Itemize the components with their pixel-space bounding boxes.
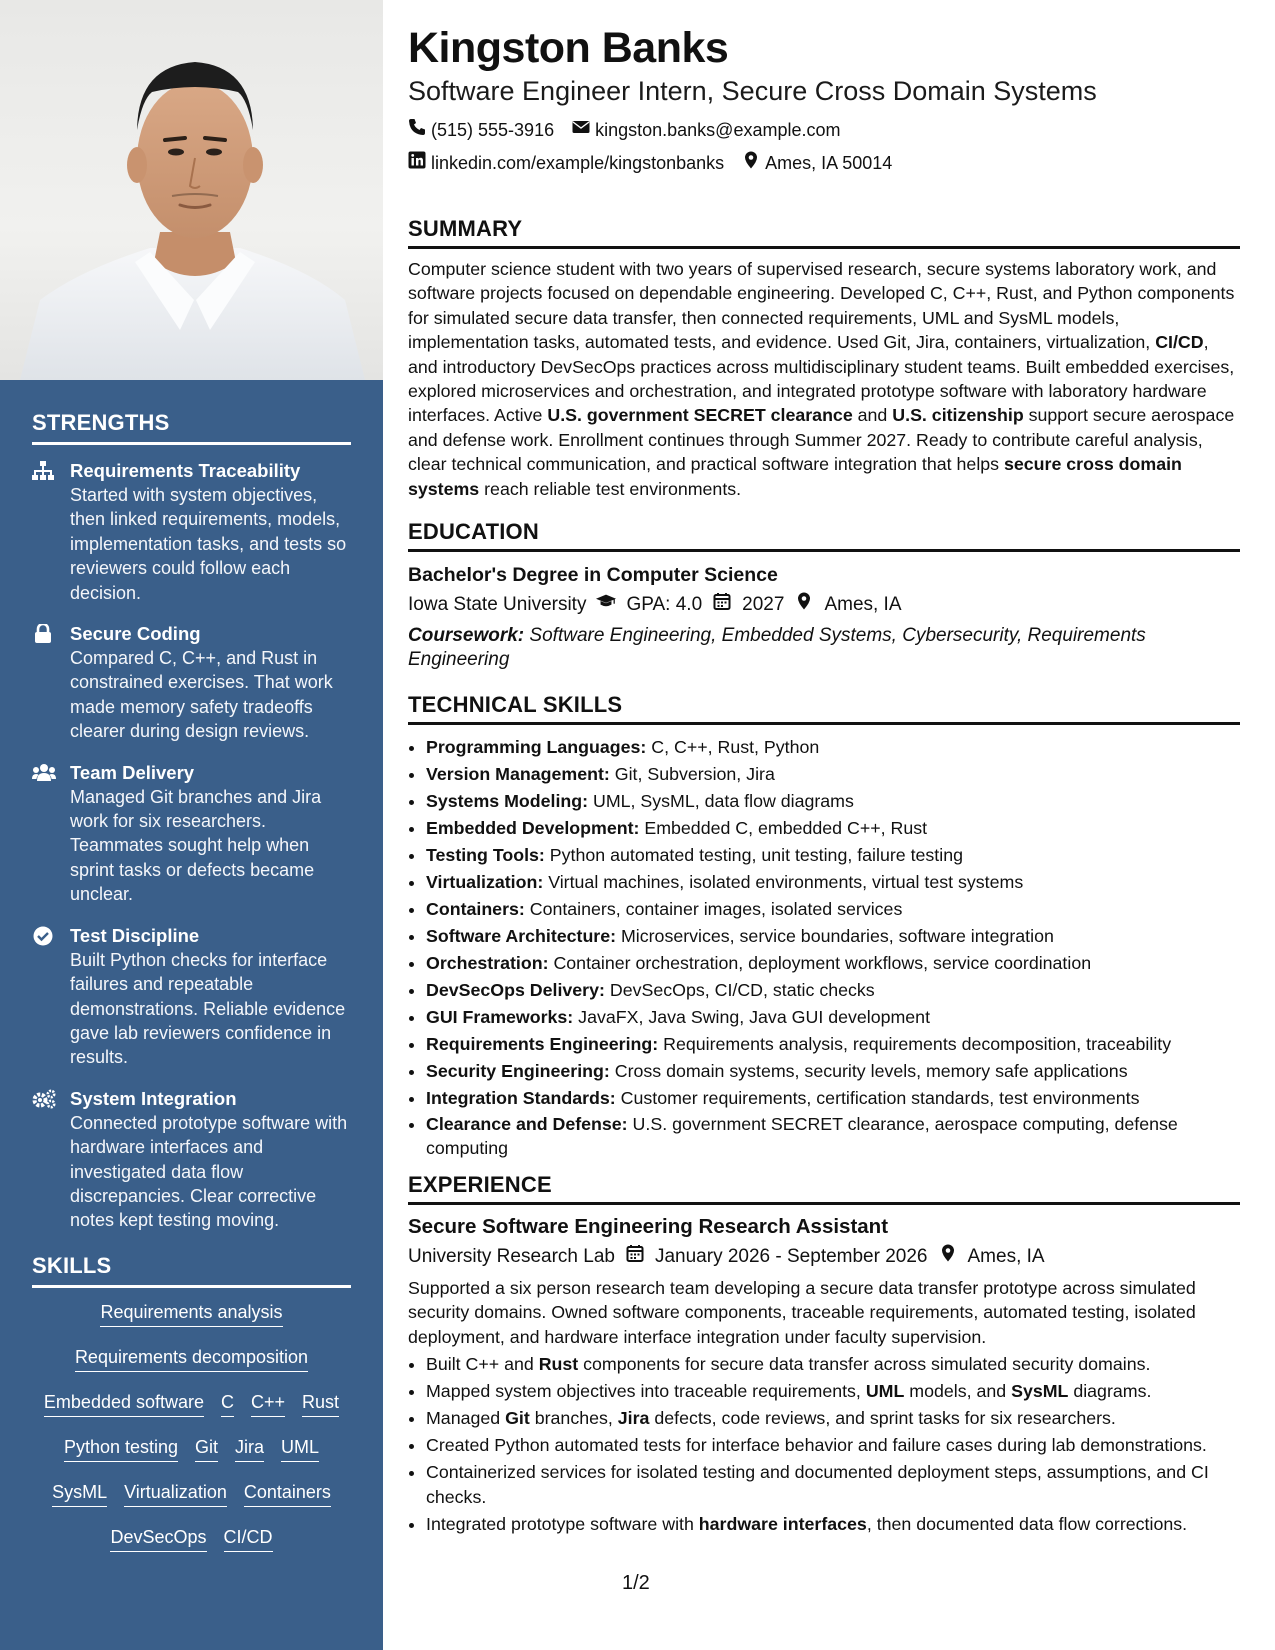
list-item: • Managed Git branches, Jira defects, code reviews, and sprint tasks for six researchers. bbox=[426, 1406, 1240, 1430]
strengths-heading: STRENGTHS bbox=[32, 410, 351, 445]
strength-title: System Integration bbox=[70, 1087, 237, 1109]
skill-chip: SysML bbox=[52, 1482, 107, 1507]
strength-title: Team Delivery bbox=[70, 761, 195, 783]
list-item: • Clearance and Defense: U.S. government SECRET clearance, aerospace computing, defense computing bbox=[426, 1112, 1240, 1160]
contact-row-1 bbox=[408, 118, 1240, 141]
skill-chip: Rust bbox=[302, 1392, 339, 1417]
strength-desc: Connected prototype software with hardware interfaces and investigated data flow discrepancies. Clear corrective notes kept testing moving. bbox=[70, 1112, 348, 1231]
job-title: Secure Software Engineering Research Assistant bbox=[408, 1215, 889, 1239]
job-org: University Research Lab bbox=[408, 1246, 615, 1268]
list-item: • DevSecOps Delivery: DevSecOps, CI/CD, static checks bbox=[426, 977, 1240, 1004]
job-summary: Supported a six person research team developing a secure data transfer prototype across simulated security domains. Owned software components, traceable requirements, automated testing, isolated deployment, and hardware interface integration under faculty supervision. bbox=[408, 1278, 1196, 1347]
list-item: • Version Management: Git, Subversion, Jira bbox=[426, 761, 1240, 788]
profile-photo bbox=[0, 0, 383, 380]
skill-chip: Requirements analysis bbox=[100, 1302, 282, 1327]
strength-desc: Compared C, C++, and Rust in constrained exercises. That work made memory safety tradeoffs clearer during design reviews. bbox=[70, 648, 333, 742]
skills-heading: SKILLS bbox=[32, 1253, 351, 1288]
email-link[interactable]: kingston.banks@example.com bbox=[595, 119, 841, 140]
strength-desc: Built Python checks for interface failures and repeatable demonstrations. Reliable evidence gave lab reviewers confidence in results. bbox=[70, 949, 346, 1068]
strength-item bbox=[32, 622, 351, 744]
main-content bbox=[408, 22, 1240, 1539]
strength-title: Requirements Traceability bbox=[70, 460, 301, 481]
skill-chip: C bbox=[221, 1392, 234, 1417]
strength-item bbox=[32, 459, 351, 605]
skill-chip: Jira bbox=[235, 1437, 264, 1462]
graduation-cap-icon bbox=[596, 592, 616, 618]
location-text: Ames, IA 50014 bbox=[765, 152, 893, 173]
experience-bullets bbox=[408, 1352, 1240, 1536]
list-item: • Created Python automated tests for interface behavior and failure cases during lab demonstrations. bbox=[426, 1433, 1240, 1457]
strength-desc: Managed Git branches and Jira work for six researchers. Teammates sought help when sprint tasks or defects became unclear. bbox=[70, 786, 322, 905]
strength-title: Test Discipline bbox=[70, 924, 200, 946]
candidate-name: Kingston Banks bbox=[408, 24, 729, 72]
technical-skills-list bbox=[408, 734, 1240, 1160]
users-icon bbox=[32, 763, 54, 783]
experience-heading: EXPERIENCE bbox=[408, 1172, 1240, 1205]
list-item: • Security Engineering: Cross domain systems, security levels, memory safe applications bbox=[426, 1058, 1240, 1085]
list-item: • Orchestration: Container orchestration, deployment workflows, service coordination bbox=[426, 950, 1240, 977]
job-location: Ames, IA bbox=[967, 1246, 1045, 1268]
skill-chip: DevSecOps bbox=[110, 1527, 206, 1552]
skill-chip: CI/CD bbox=[224, 1527, 273, 1552]
list-item: • Integration Standards: Customer requirements, certification standards, test environments bbox=[426, 1085, 1240, 1112]
linkedin-icon bbox=[408, 151, 426, 174]
phone-link[interactable]: (515) 555-3916 bbox=[431, 119, 555, 140]
list-item: • Virtualization: Virtual machines, isolated environments, virtual test systems bbox=[426, 869, 1240, 896]
technical-skills-heading: TECHNICAL SKILLS bbox=[408, 692, 1240, 725]
list-item: • Containerized services for isolated testing and documented deployment steps, assumptions, and CI checks. bbox=[426, 1460, 1240, 1509]
education-meta bbox=[408, 592, 1240, 618]
list-item: • Systems Modeling: UML, SysML, data flow diagrams bbox=[426, 788, 1240, 815]
list-item: • Testing Tools: Python automated testing, unit testing, failure testing bbox=[426, 842, 1240, 869]
summary-text: Computer science student with two years of supervised research, secure systems laboratory work, and software projects focused on dependable engineering. Developed C, C++, Rust, and Python components for simulated secure data transfer, then connected requirements, UML and SysML models, implementation tasks, automated tests, and evidence. Used Git, Jira, containers, virtualization, CI/CD, and introductory DevSecOps practices across multidisciplinary student teams. Built embedded exercises, explored microservices and orchestration, and integrated prototype software with laboratory hardware interfaces. Active U.S. government SECRET clearance and U.S. citizenship support secure aerospace and defense work. Enrollment continues through Summer 2027. Ready to contribute careful analysis, clear technical communication, and practical software integration that helps secure cross domain systems reach reliable test environments. bbox=[408, 259, 1235, 499]
coursework: Coursework: Software Engineering, Embedded Systems, Cybersecurity, Requirements Engineering bbox=[408, 625, 1146, 671]
location-pin-icon bbox=[938, 1244, 958, 1270]
list-item: • Containers: Containers, container images, isolated services bbox=[426, 896, 1240, 923]
strength-item bbox=[32, 761, 351, 907]
skill-chip: Python testing bbox=[64, 1437, 178, 1462]
calendar-icon bbox=[712, 592, 732, 618]
skill-chip: C++ bbox=[251, 1392, 285, 1417]
skill-chip: Requirements decomposition bbox=[75, 1347, 308, 1372]
hierarchy-icon bbox=[32, 461, 54, 481]
list-item: • Embedded Development: Embedded C, embedded C++, Rust bbox=[426, 815, 1240, 842]
location-pin-icon bbox=[794, 592, 814, 618]
skills-chips bbox=[32, 1302, 351, 1572]
strength-title: Secure Coding bbox=[70, 623, 201, 645]
skill-chip: UML bbox=[281, 1437, 319, 1462]
skill-chip: Containers bbox=[244, 1482, 331, 1507]
gpa: GPA: 4.0 bbox=[626, 594, 703, 616]
summary-heading: SUMMARY bbox=[408, 216, 1240, 249]
education-location: Ames, IA bbox=[824, 594, 902, 616]
skill-chip: Git bbox=[195, 1437, 218, 1462]
list-item: • Software Architecture: Microservices, service boundaries, software integration bbox=[426, 923, 1240, 950]
calendar-icon bbox=[625, 1244, 645, 1270]
list-item: • Programming Languages: C, C++, Rust, Python bbox=[426, 734, 1240, 761]
skill-chip: Virtualization bbox=[124, 1482, 227, 1507]
sidebar bbox=[0, 0, 383, 1650]
candidate-role: Software Engineer Intern, Secure Cross Domain Systems bbox=[408, 76, 1097, 106]
list-item: • Mapped system objectives into traceable requirements, UML models, and SysML diagrams. bbox=[426, 1379, 1240, 1403]
phone-icon bbox=[408, 118, 426, 141]
linkedin-link[interactable]: linkedin.com/example/kingstonbanks bbox=[431, 152, 725, 173]
check-circle-icon bbox=[32, 926, 54, 946]
list-item: • Built C++ and Rust components for secure data transfer across simulated security domains. bbox=[426, 1352, 1240, 1376]
list-item: • GUI Frameworks: JavaFX, Java Swing, Java GUI development bbox=[426, 1004, 1240, 1031]
page-indicator: 1/2 bbox=[622, 1572, 650, 1594]
graduation-year: 2027 bbox=[742, 594, 785, 616]
contact-row-2 bbox=[408, 151, 1240, 174]
skill-chip: Embedded software bbox=[44, 1392, 204, 1417]
strength-item bbox=[32, 1087, 351, 1233]
list-item: • Requirements Engineering: Requirements analysis, requirements decomposition, traceability bbox=[426, 1031, 1240, 1058]
email-icon bbox=[572, 118, 590, 141]
education-heading: EDUCATION bbox=[408, 519, 1240, 552]
location-pin-icon bbox=[742, 151, 760, 174]
degree-title: Bachelor's Degree in Computer Science bbox=[408, 564, 778, 587]
school-name: Iowa State University bbox=[408, 594, 587, 616]
strength-desc: Started with system objectives, then linked requirements, models, implementation tasks, and tests so reviewers could follow each decision. bbox=[70, 485, 347, 603]
job-meta bbox=[408, 1244, 1240, 1270]
list-item: • Integrated prototype software with hardware interfaces, then documented data flow corrections. bbox=[426, 1512, 1240, 1536]
job-dates: January 2026 - September 2026 bbox=[654, 1246, 928, 1268]
gears-icon bbox=[32, 1089, 54, 1109]
strength-item bbox=[32, 924, 351, 1070]
lock-icon bbox=[32, 624, 54, 644]
